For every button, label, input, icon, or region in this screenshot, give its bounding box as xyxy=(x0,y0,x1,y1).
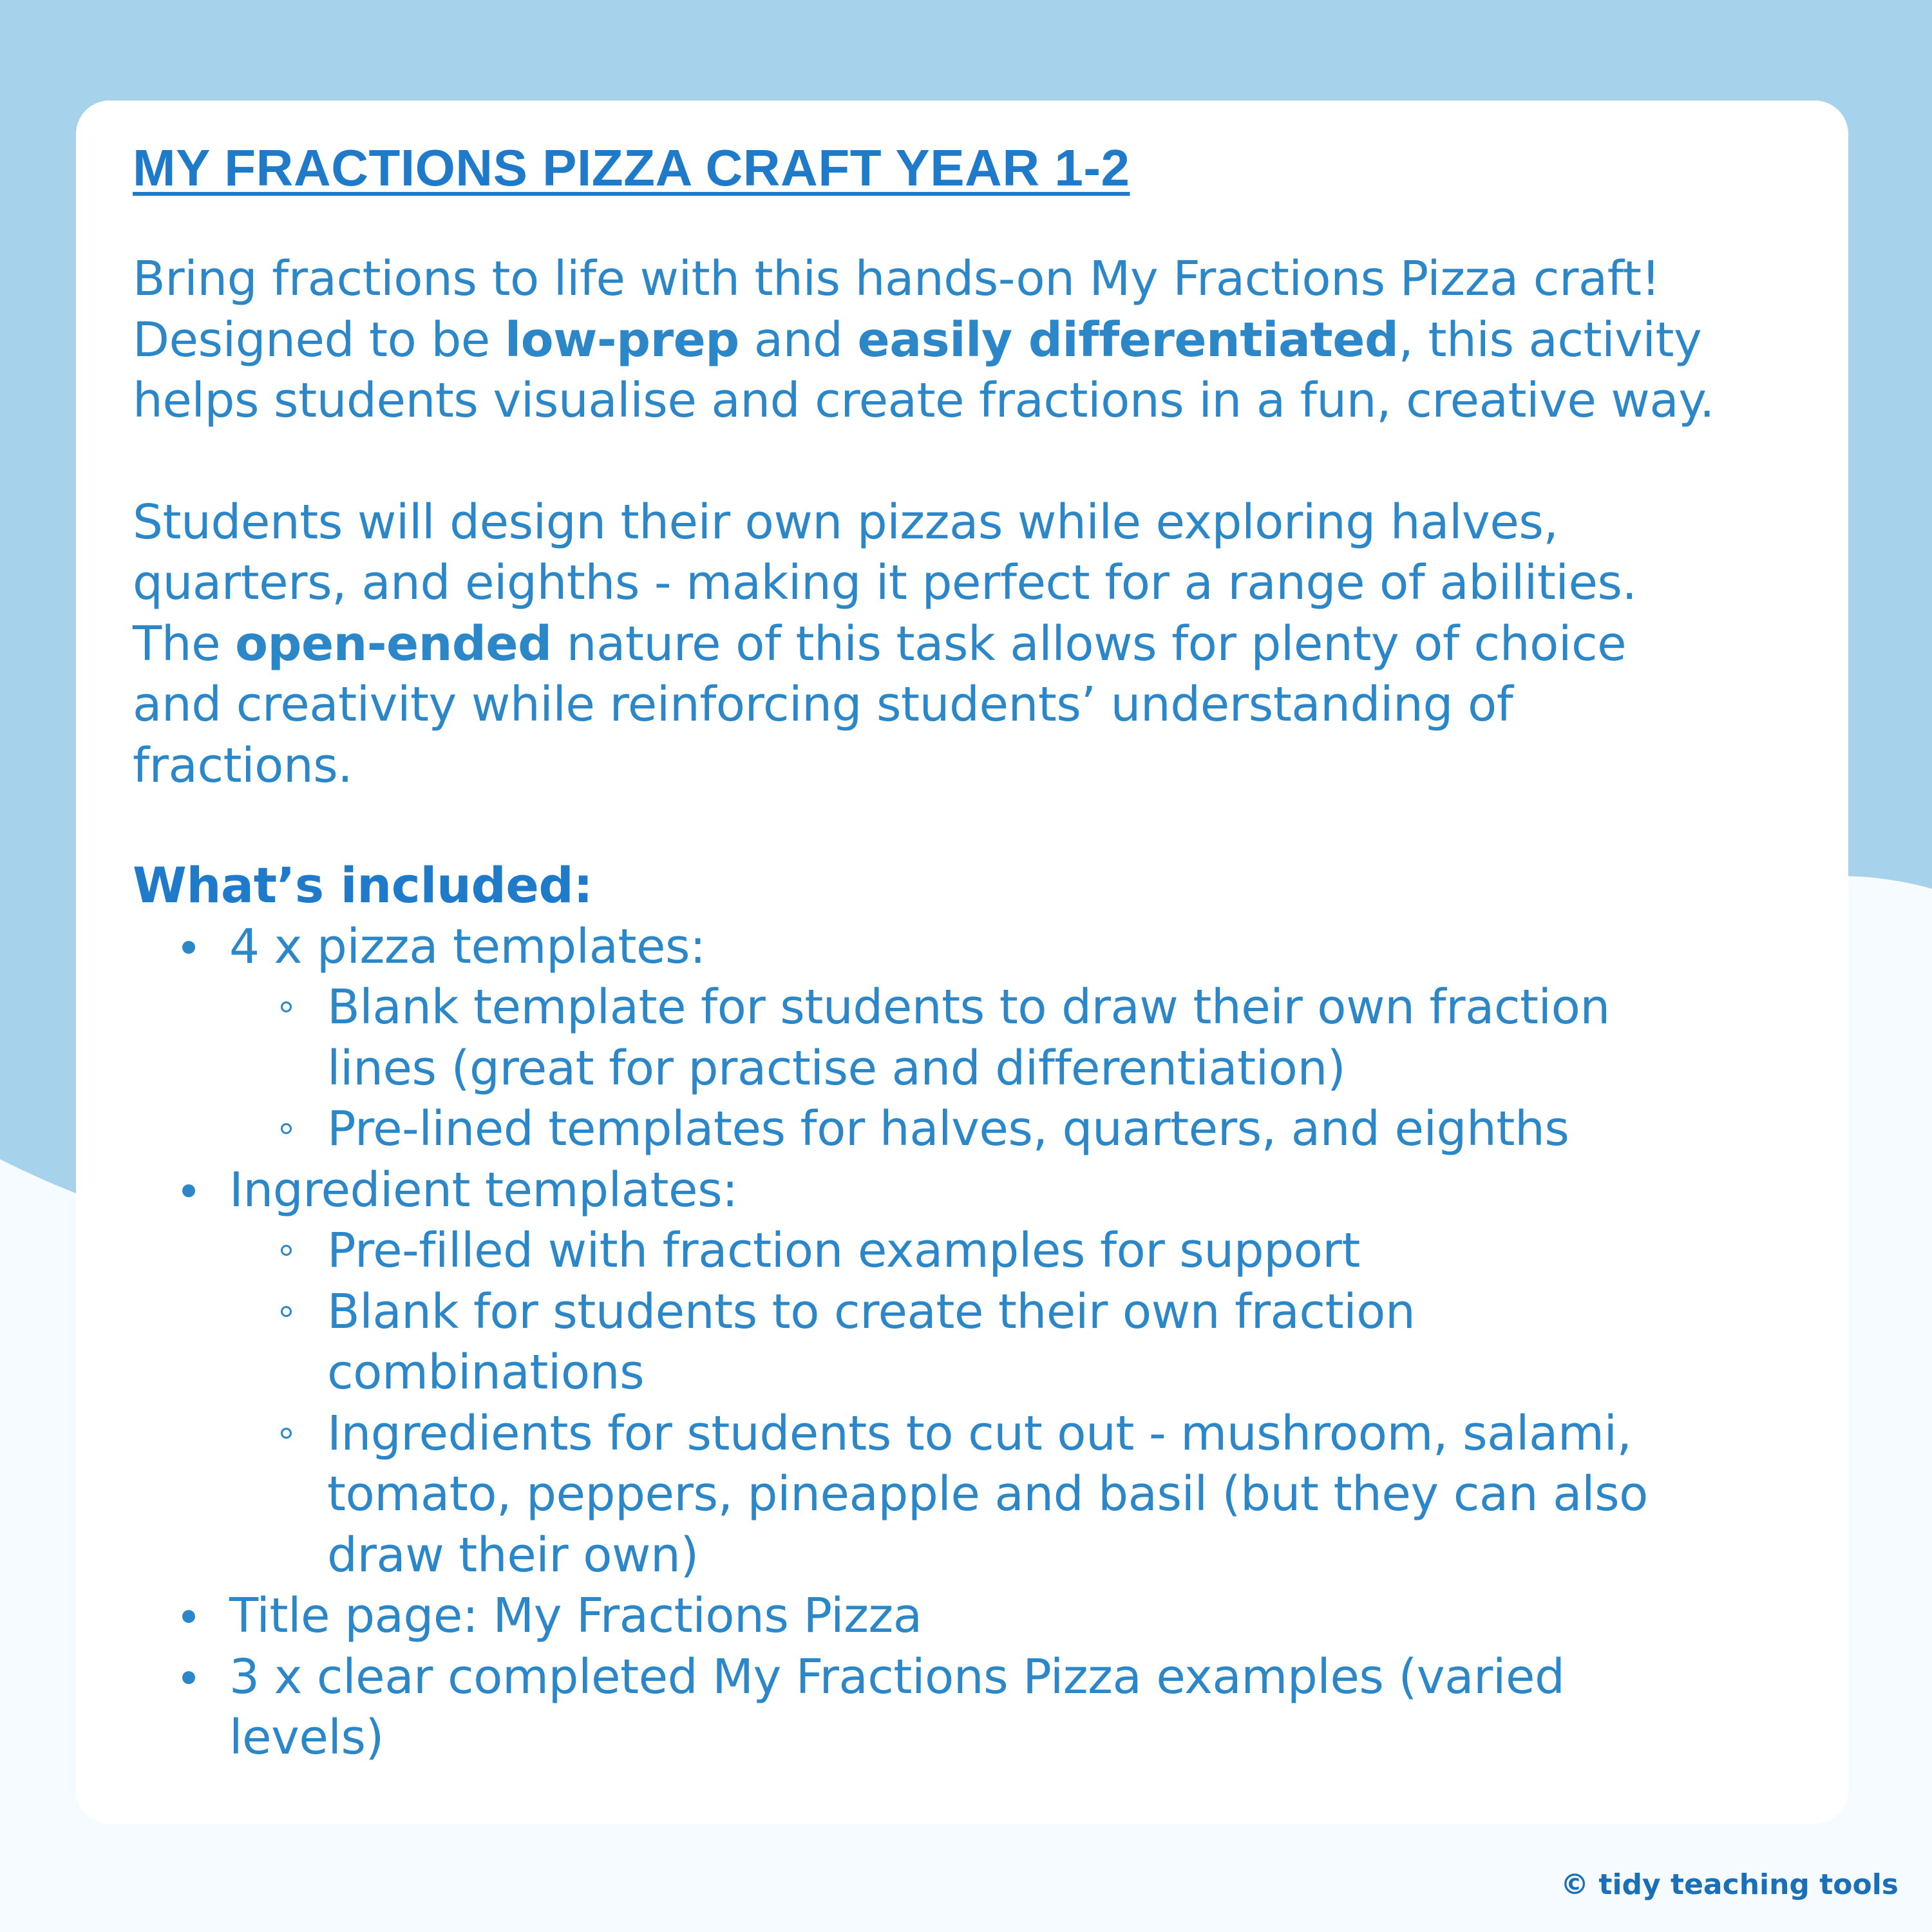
list-item-label: Ingredient templates: xyxy=(229,1162,738,1218)
list-item-ingredient-templates xyxy=(133,1160,1790,1586)
text-run: nature of this task allows for plenty of choice xyxy=(551,616,1627,672)
sub-item-line: Pre-lined templates for halves, quarters, and eighths xyxy=(327,1101,1569,1157)
included-list xyxy=(133,916,1790,1768)
sub-item-line: Blank for students to create their own fraction xyxy=(327,1283,1416,1340)
sub-list-item xyxy=(229,1099,1790,1160)
intro-line: helps students visualise and create fractions in a fun, creative way. xyxy=(133,373,1715,428)
list-item-pizza-templates xyxy=(133,916,1790,1160)
details-paragraph xyxy=(133,492,1790,797)
sub-item-line: Ingredients for students to cut out - mushroom, salami, xyxy=(327,1405,1632,1461)
included-heading: What’s included: xyxy=(133,857,593,914)
page-title: MY FRACTIONS PIZZA CRAFT YEAR 1-2 xyxy=(133,139,1130,196)
sub-list-item xyxy=(229,1282,1790,1403)
list-item-title-page xyxy=(133,1586,1790,1647)
sub-item-line: tomato, peppers, pineapple and basil (but they can also xyxy=(327,1466,1648,1522)
sub-item-line: combinations xyxy=(327,1345,645,1400)
list-item-label: Title page: My Fractions Pizza xyxy=(229,1588,922,1643)
sub-item-line: Blank template for students to draw their own fraction xyxy=(327,980,1610,1035)
intro-line xyxy=(133,310,1790,371)
sub-item-line: draw their own) xyxy=(327,1527,699,1583)
sub-list xyxy=(229,977,1790,1160)
text-run: and xyxy=(739,312,858,368)
list-item-line: 3 x clear completed My Fractions Pizza examples (varied xyxy=(229,1649,1565,1705)
text-run: , this activity xyxy=(1398,312,1702,368)
intro-line: Bring fractions to life with this hands-on My Fractions Pizza craft! xyxy=(133,251,1660,307)
details-line: quarters, and eighths - making it perfect for a range of abilities. xyxy=(133,555,1637,611)
details-line: and creativity while reinforcing students’ understanding of xyxy=(133,677,1513,732)
sub-item-line: lines (great for practise and differentiation) xyxy=(327,1040,1346,1096)
details-line: fractions. xyxy=(133,737,353,793)
included-section xyxy=(133,855,1790,1768)
list-item-completed-examples xyxy=(133,1647,1790,1768)
sub-list-item xyxy=(229,977,1790,1099)
brand-credit: © tidy teaching tools xyxy=(1560,1868,1899,1901)
text-run: The xyxy=(133,616,236,672)
open-ended-emphasis: open-ended xyxy=(235,616,552,672)
text-run: Designed to be xyxy=(133,312,505,368)
list-item-line: levels) xyxy=(229,1710,384,1765)
low-prep-emphasis: low-prep xyxy=(504,312,739,368)
easily-differentiated-emphasis: easily differentiated xyxy=(857,312,1399,368)
sub-list-item xyxy=(229,1220,1790,1282)
content-card xyxy=(76,100,1848,1824)
list-item-label: 4 x pizza templates: xyxy=(229,918,706,974)
sub-list-item xyxy=(229,1403,1790,1586)
sub-list xyxy=(229,1220,1790,1586)
intro-paragraph xyxy=(133,249,1790,431)
details-line xyxy=(133,614,1790,675)
details-line: Students will design their own pizzas while exploring halves, xyxy=(133,494,1558,550)
sub-item-line: Pre-filled with fraction examples for support xyxy=(327,1223,1360,1278)
